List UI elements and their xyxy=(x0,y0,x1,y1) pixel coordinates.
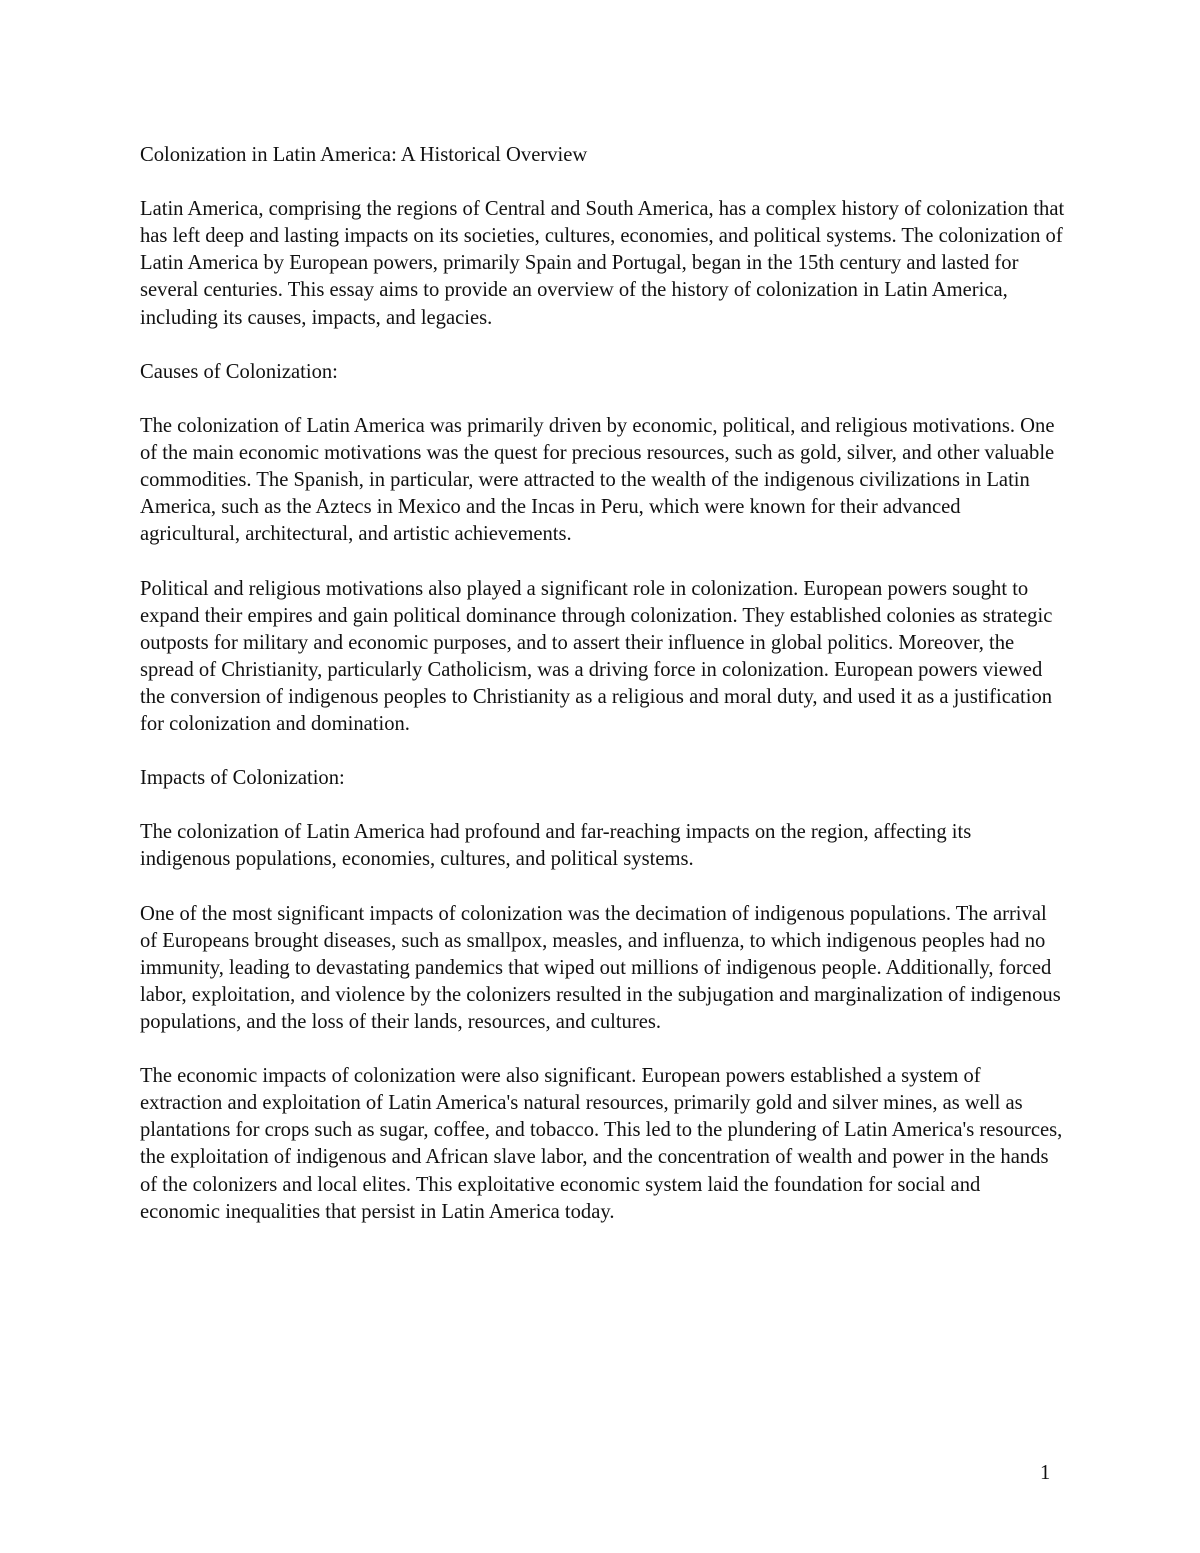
page-number: 1 xyxy=(1040,1462,1051,1484)
document-title: Colonization in Latin America: A Historical Overview xyxy=(140,144,588,166)
impacts-paragraph-economic: The economic impacts of colonization were also significant. European powers established a system of extraction and exploitation of Latin America's natural resources, primarily gold and silver mines, as well as plantations for crops such as sugar, coffee, and tobacco. This led to the plundering of Latin America's resources, the exploitation of indigenous and African slave labor, and the concentration of wealth and power in the hands of the colonizers and local elites. This exploitative economic system laid the foundation for social and economic inequalities that persist in Latin America today. xyxy=(140,1065,1063,1223)
intro-paragraph: Latin America, comprising the regions of Central and South America, has a complex history of colonization that has left deep and lasting impacts on its societies, cultures, economies, and political systems. The colonization of Latin America by European powers, primarily Spain and Portugal, began in the 15th century and lasted for several centuries. This essay aims to provide an overview of the history of colonization in Latin America, including its causes, impacts, and legacies. xyxy=(140,198,1065,329)
section-heading-causes: Causes of Colonization: xyxy=(140,360,338,383)
causes-paragraph-economic: The colonization of Latin America was primarily driven by economic, political, and religious motivations. One of the main economic motivations was the quest for precious resources, such as gold, silver, and other valuable commodities. The Spanish, in particular, were attracted to the wealth of the indigenous civilizations in Latin America, such as the Aztecs in Mexico and the Incas in Peru, which were known for their advanced agricultural, architectural, and artistic achievements. xyxy=(140,414,1055,546)
document-body xyxy=(140,142,1065,1253)
section-heading-impacts: Impacts of Colonization: xyxy=(140,767,345,790)
causes-paragraph-political-religious: Political and religious motivations also played a significant role in colonization. European powers sought to expand their empires and gain political dominance through colonization. They established colonies as strategic outposts for military and economic purposes, and to assert their influence in global politics. Moreover, the spread of Christianity, particularly Catholicism, was a driving force in colonization. European powers viewed the conversion of indigenous peoples to Christianity as a religious and moral duty, and used it as a justification for colonization and domination. xyxy=(140,577,1053,735)
impacts-paragraph-overview: The colonization of Latin America had profound and far-reaching impacts on the region, affecting its indigenous populations, economies, cultures, and political systems. xyxy=(140,821,972,871)
impacts-paragraph-indigenous: One of the most significant impacts of colonization was the decimation of indigenous populations. The arrival of Europeans brought diseases, such as smallpox, measles, and influenza, to which indigenous peoples had no immunity, leading to devastating pandemics that wiped out millions of indigenous people. Additionally, forced labor, exploitation, and violence by the colonizers resulted in the subjugation and marginalization of indigenous populations, and the loss of their lands, resources, and cultures. xyxy=(140,902,1061,1033)
